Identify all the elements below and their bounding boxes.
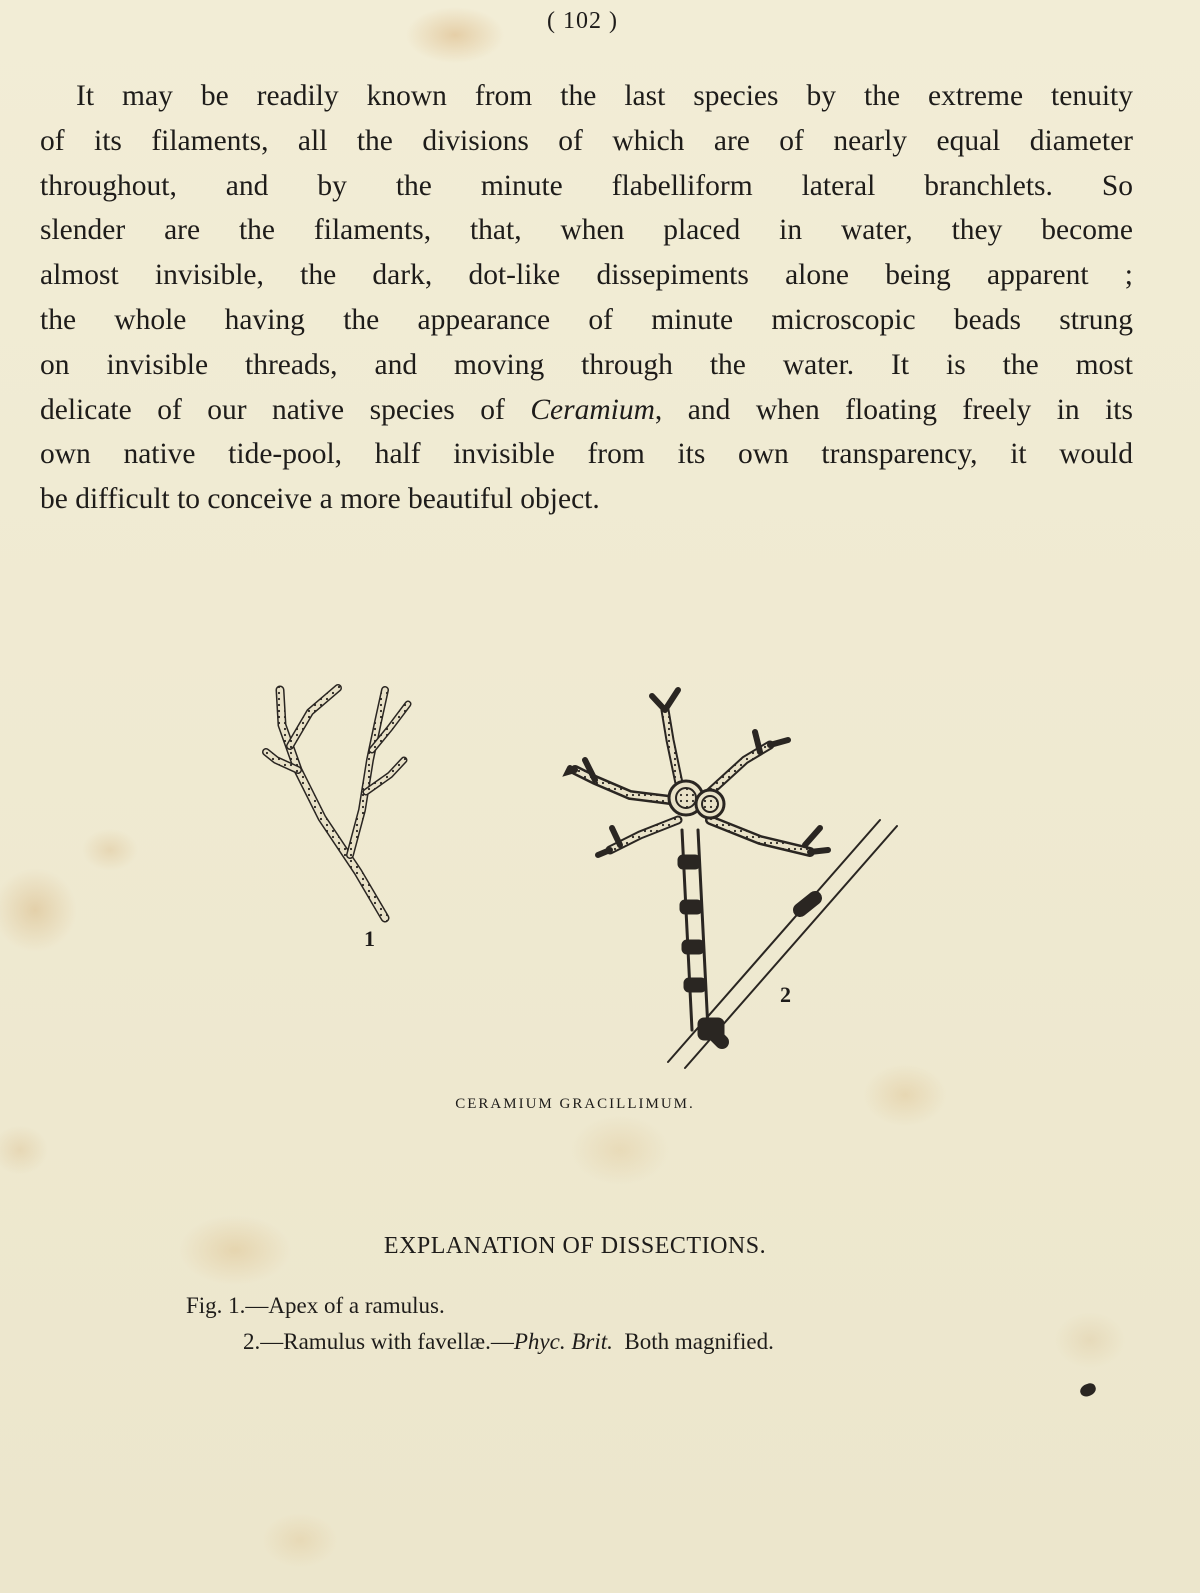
body-line: It may be readily known from the last species by the extreme tenuity: [76, 80, 1133, 112]
explanation-heading: EXPLANATION OF DISSECTIONS.: [383, 1233, 767, 1259]
page-number: ( 102 ): [547, 8, 618, 34]
source-reference: Phyc. Brit.: [513, 1329, 613, 1354]
figure-2-ramulus-drawing: [568, 690, 897, 1068]
body-line: delicate of our native species of Ceramium, and when floating freely in its: [40, 393, 1133, 426]
body-line: own native tide-pool, half invisible from its own transparency, it would: [40, 438, 1133, 471]
genus-name: Ceramium: [530, 393, 655, 426]
figure-1-label: 1: [364, 926, 375, 951]
body-line: throughout, and by the minute flabelliform lateral branchlets. So: [40, 169, 1133, 202]
body-line: on invisible threads, and moving through the water. It is the most: [40, 348, 1133, 381]
dissection-list: [186, 1288, 1006, 1360]
dissection-illustration: [240, 660, 940, 1100]
body-paragraph: [40, 74, 1133, 522]
body-line: of its filaments, all the divisions of which are of nearly equal diameter: [40, 124, 1133, 157]
figure-1-ramulus-drawing: [266, 688, 408, 918]
body-line: slender are the filaments, that, when placed in water, they become: [40, 214, 1133, 247]
body-line: the whole having the appearance of minute microscopic beads strung: [40, 303, 1133, 336]
body-line: be difficult to conceive a more beautiful object.: [40, 483, 600, 516]
dissection-figure: [240, 660, 940, 1100]
figure-caption: CERAMIUM GRACILLIMUM.: [455, 1096, 695, 1112]
dissection-item-1: Fig. 1.—Apex of a ramulus.: [186, 1293, 445, 1318]
ink-blot: [1078, 1382, 1097, 1399]
body-line: almost invisible, the dark, dot-like dissepiments alone being apparent ;: [40, 259, 1133, 292]
dissection-item-2: 2.—Ramulus with favellæ.—Phyc. Brit. Both magnified.: [243, 1329, 774, 1354]
figure-2-label: 2: [780, 982, 791, 1007]
